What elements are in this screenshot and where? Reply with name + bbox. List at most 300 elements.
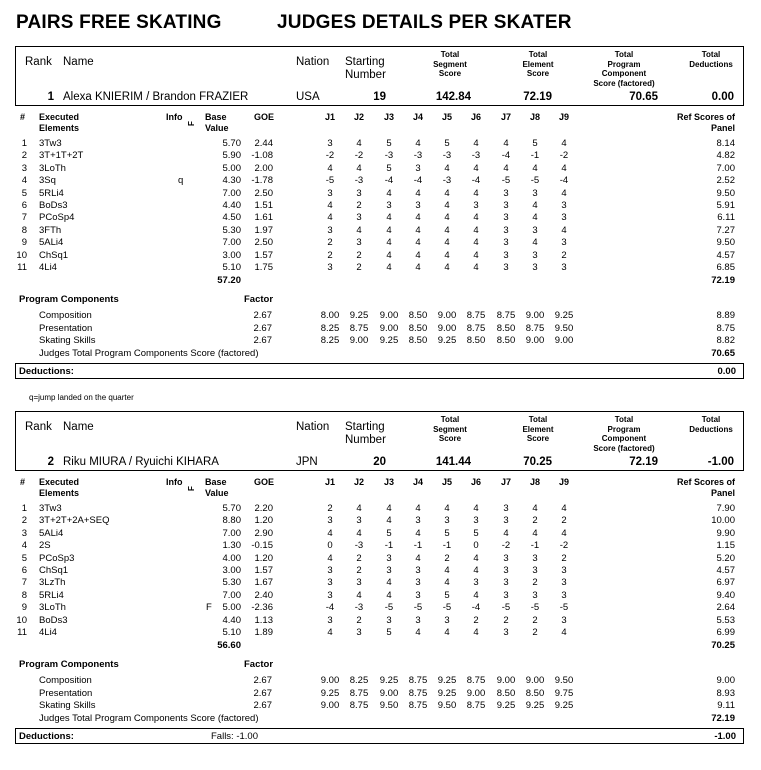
pc-factor: 2.67 <box>253 310 272 322</box>
element-row <box>15 188 744 200</box>
element-no: 1 <box>21 503 27 514</box>
element-no: 4 <box>21 540 27 552</box>
element-judge-4: 4 <box>415 212 421 224</box>
element-judge-8: -5 <box>530 175 540 187</box>
element-panel-score: 9.90 <box>716 527 735 539</box>
element-judge-8: 2 <box>532 627 538 638</box>
element-judge-1: 2 <box>327 249 333 261</box>
tss-header-line: Segment <box>433 424 467 434</box>
element-judge-5: 3 <box>444 614 450 626</box>
pc-judge-1: 9.00 <box>320 700 340 712</box>
element-judge-7: 3 <box>503 503 509 514</box>
col-judge-1: J1 <box>324 112 335 122</box>
element-judge-5: 4 <box>444 200 450 211</box>
element-judge-6: 4 <box>473 627 479 638</box>
element-goe: -1.78 <box>251 175 273 187</box>
element-judge-5: 5 <box>444 589 450 601</box>
element-judge-1: 3 <box>327 138 333 149</box>
element-no: 3 <box>21 162 27 174</box>
elements-score-total: 70.25 <box>711 640 735 652</box>
element-base: 4.00 <box>222 552 241 564</box>
element-goe: 1.97 <box>254 224 273 236</box>
element-panel-score: 6.11 <box>717 212 735 224</box>
element-base: 5.10 <box>222 262 241 273</box>
element-judge-1: 3 <box>327 589 333 601</box>
pcs-value: 70.65 <box>629 91 658 103</box>
tes-header-line: Element <box>522 424 554 434</box>
element-judge-7: 3 <box>503 200 509 211</box>
element-goe: 1.75 <box>254 262 273 273</box>
element-judge-4: 3 <box>415 614 421 626</box>
element-judge-6: 4 <box>473 262 479 273</box>
element-row <box>15 577 744 589</box>
pc-judge-9: 9.00 <box>554 335 574 347</box>
element-judge-2: 3 <box>356 237 362 249</box>
tes-header-line: Total <box>528 50 548 59</box>
element-row <box>15 225 744 237</box>
col-judge-9: J9 <box>558 477 569 487</box>
element-name: 5RLi4 <box>39 187 64 199</box>
pc-factor: 2.67 <box>253 335 272 347</box>
element-judge-1: 3 <box>327 565 333 576</box>
element-judge-7: 3 <box>503 262 509 273</box>
pc-total-value: 72.19 <box>711 712 735 724</box>
element-panel-score: 4.82 <box>716 150 735 162</box>
element-no: 8 <box>21 224 27 236</box>
element-panel-score: 7.00 <box>716 162 735 174</box>
pc-title: Program Components <box>19 294 119 306</box>
deductions-label: Deductions: <box>19 365 74 377</box>
element-judge-3: 5 <box>386 527 392 539</box>
element-judge-5: 4 <box>444 262 450 273</box>
deductions-box <box>15 728 744 744</box>
element-judge-3: 3 <box>386 614 392 626</box>
element-base: 7.00 <box>222 237 241 249</box>
element-judge-6: 4 <box>473 212 479 224</box>
element-base: 5.30 <box>222 577 241 589</box>
name-label: Name <box>63 421 94 433</box>
pc-judge-8: 9.00 <box>525 310 545 322</box>
element-judge-8: 4 <box>532 527 538 539</box>
element-judge-5: 4 <box>444 627 450 638</box>
tes-value: 72.19 <box>523 91 552 103</box>
element-panel-score: 7.90 <box>716 503 735 514</box>
element-judge-2: 4 <box>356 224 362 236</box>
element-no: 2 <box>21 515 27 527</box>
element-judge-8: 4 <box>532 237 538 249</box>
element-judge-5: 5 <box>444 527 450 539</box>
starting-label: Starting <box>345 56 385 68</box>
rank-value: 1 <box>47 91 54 103</box>
element-judge-5: 4 <box>444 565 450 576</box>
element-row <box>15 150 744 162</box>
element-judge-7: 3 <box>503 552 509 564</box>
element-judge-2: 2 <box>356 200 362 211</box>
pc-row <box>15 700 744 712</box>
element-panel-score: 5.91 <box>716 200 735 211</box>
pc-factor: 2.67 <box>253 322 272 334</box>
element-judge-4: 3 <box>415 565 421 576</box>
pc-judge-6: 8.75 <box>466 700 486 712</box>
element-base: 7.00 <box>222 527 241 539</box>
deductions-detail: Falls: -1.00 <box>211 730 258 742</box>
pcs-header-line: Component <box>601 434 647 443</box>
element-judge-2: 3 <box>356 515 362 527</box>
element-judge-9: 2 <box>561 249 567 261</box>
element-no: 7 <box>21 212 27 224</box>
pc-row <box>15 310 744 322</box>
element-judge-5: 4 <box>444 249 450 261</box>
element-judge-7: 3 <box>503 589 509 601</box>
element-judge-6: 4 <box>473 552 479 564</box>
tss-header <box>418 50 482 79</box>
number-label: Number <box>345 69 386 81</box>
element-judge-6: 3 <box>473 200 479 211</box>
col-base-2: Value <box>205 488 229 498</box>
tes-header-line: Element <box>522 59 554 69</box>
element-judge-9: 3 <box>561 577 567 589</box>
element-no: 5 <box>21 552 27 564</box>
element-no: 10 <box>16 249 27 261</box>
element-judge-7: 4 <box>503 138 509 149</box>
element-judge-1: 2 <box>327 237 333 249</box>
element-judge-1: -5 <box>325 175 335 187</box>
element-name: 3LoTh <box>39 602 66 614</box>
ded-value: -1.00 <box>707 456 734 468</box>
elements-header <box>15 477 744 501</box>
pc-factor: 2.67 <box>253 687 272 699</box>
element-judge-1: 3 <box>327 614 333 626</box>
element-judge-9: -2 <box>559 150 569 162</box>
element-judge-8: 3 <box>532 249 538 261</box>
col-ref-a: Ref <box>676 112 692 122</box>
element-no: 7 <box>21 577 27 589</box>
element-judge-7: 3 <box>503 515 509 527</box>
element-name: 3LoTh <box>39 162 66 174</box>
element-row <box>15 540 744 552</box>
element-name: 3Tw3 <box>39 138 62 149</box>
pc-judge-7: 9.25 <box>496 700 516 712</box>
element-judge-5: 2 <box>444 552 450 564</box>
element-judge-1: 4 <box>327 200 333 211</box>
element-goe: -0.15 <box>251 540 273 552</box>
element-judge-1: 4 <box>327 527 333 539</box>
element-name: 4Li4 <box>39 627 57 638</box>
start-number: 20 <box>373 456 386 468</box>
element-judge-2: 4 <box>356 589 362 601</box>
element-panel-score: 6.99 <box>716 627 735 638</box>
element-judge-9: 3 <box>561 212 567 224</box>
pc-factor: 2.67 <box>253 700 272 712</box>
element-name: 5ALi4 <box>39 527 64 539</box>
col-goe: GOE <box>254 477 275 487</box>
element-judge-4: 4 <box>415 552 421 564</box>
element-goe: 2.90 <box>254 527 273 539</box>
element-judge-2: -3 <box>354 540 364 552</box>
tes-header <box>506 50 570 79</box>
element-base: 3.00 <box>222 249 241 261</box>
element-judge-1: 4 <box>327 552 333 564</box>
element-judge-8: 3 <box>532 589 538 601</box>
element-judge-9: 3 <box>561 614 567 626</box>
skater-name: Riku MIURA / Ryuichi KIHARA <box>63 456 219 468</box>
rank-label: Rank <box>25 421 52 433</box>
element-judge-2: -3 <box>354 602 364 614</box>
pc-judge-1: 8.25 <box>320 335 340 347</box>
element-goe: 2.50 <box>254 187 273 199</box>
element-judge-3: 4 <box>386 237 392 249</box>
col-judge-3: J3 <box>383 112 394 122</box>
element-name: BoDs3 <box>39 200 68 211</box>
element-judge-6: 3 <box>473 577 479 589</box>
element-judge-1: 4 <box>327 212 333 224</box>
pcs-header-line: Component <box>601 69 647 78</box>
pc-judge-6: 8.75 <box>466 322 486 334</box>
elements-total-row <box>15 640 744 652</box>
tes-header-line: Total <box>528 415 548 424</box>
element-judge-4: -3 <box>413 150 423 162</box>
element-judge-7: -5 <box>501 602 511 614</box>
skater-header <box>15 46 744 106</box>
pc-judge-1: 9.00 <box>320 675 340 687</box>
element-judge-9: 3 <box>561 589 567 601</box>
element-panel-score: 8.14 <box>716 138 735 149</box>
pc-judge-1: 8.00 <box>320 310 340 322</box>
col-judge-8: J8 <box>529 477 540 487</box>
col-ref-b: Scores of <box>693 112 735 122</box>
page-title-right: JUDGES DETAILS PER SKATER <box>277 12 572 33</box>
element-judge-4: 3 <box>415 200 421 211</box>
element-no: 4 <box>21 175 27 187</box>
element-judge-4: 3 <box>415 162 421 174</box>
pc-judge-2: 9.25 <box>349 310 369 322</box>
col-ref-b: Scores of <box>693 477 735 487</box>
element-no: 8 <box>21 589 27 601</box>
element-judge-5: -5 <box>442 602 452 614</box>
pc-judge-9: 9.75 <box>554 687 574 699</box>
pc-judge-2: 8.25 <box>349 675 369 687</box>
element-judge-2: 2 <box>356 565 362 576</box>
pcs-header-line: Total <box>614 50 634 59</box>
element-goe: 1.61 <box>254 212 273 224</box>
element-judge-2: 2 <box>356 614 362 626</box>
pc-judge-2: 9.00 <box>349 335 369 347</box>
element-judge-8: 3 <box>532 565 538 576</box>
pc-judge-5: 9.00 <box>437 310 457 322</box>
skater-header <box>15 411 744 471</box>
element-judge-8: 2 <box>532 577 538 589</box>
element-name: ChSq1 <box>39 565 69 576</box>
element-base: 4.40 <box>222 200 241 211</box>
pc-judge-2: 8.75 <box>349 700 369 712</box>
pc-judge-4: 8.50 <box>408 322 428 334</box>
element-name: 5ALi4 <box>39 237 64 249</box>
element-no: 3 <box>21 527 27 539</box>
element-judge-6: 3 <box>473 515 479 527</box>
element-judge-3: 4 <box>386 577 392 589</box>
element-judge-4: 4 <box>415 627 421 638</box>
element-judge-3: 4 <box>386 224 392 236</box>
element-judge-7: 4 <box>503 527 509 539</box>
element-name: 3T+2T+2A+SEQ <box>39 515 110 527</box>
elements-header <box>15 112 744 136</box>
element-panel-score: 4.57 <box>716 249 735 261</box>
element-panel-score: 2.64 <box>716 602 735 614</box>
element-judge-6: -3 <box>471 150 481 162</box>
element-judge-1: 2 <box>327 503 333 514</box>
element-goe: 2.44 <box>254 138 273 149</box>
element-judge-3: -4 <box>384 175 394 187</box>
element-judge-7: 3 <box>503 577 509 589</box>
element-name: BoDs3 <box>39 614 68 626</box>
element-no: 6 <box>21 200 27 211</box>
element-judge-3: -3 <box>384 150 394 162</box>
element-judge-9: 2 <box>561 552 567 564</box>
pc-judge-4: 8.75 <box>408 687 428 699</box>
col-judge-8: J8 <box>529 112 540 122</box>
element-judge-4: 3 <box>415 577 421 589</box>
tes-header-line: Score <box>526 434 550 443</box>
element-judge-8: 4 <box>532 200 538 211</box>
pc-judge-5: 9.00 <box>437 322 457 334</box>
tss-value: 141.44 <box>435 456 471 468</box>
element-row <box>15 590 744 602</box>
ded-header <box>679 50 743 69</box>
pc-judge-8: 8.75 <box>525 322 545 334</box>
element-row <box>15 528 744 540</box>
element-goe: 1.89 <box>254 627 273 638</box>
element-no: 5 <box>21 187 27 199</box>
element-name: 3Tw3 <box>39 503 62 514</box>
element-base: 5.10 <box>222 627 241 638</box>
element-judge-5: -3 <box>442 150 452 162</box>
element-judge-9: 4 <box>561 224 567 236</box>
pc-name: Skating Skills <box>39 335 96 347</box>
element-panel-score: 1.15 <box>716 540 735 552</box>
col-judge-7: J7 <box>500 112 511 122</box>
element-judge-6: 4 <box>473 162 479 174</box>
pc-judge-1: 9.25 <box>320 687 340 699</box>
element-judge-9: 4 <box>561 527 567 539</box>
element-row <box>15 262 744 274</box>
element-judge-3: 3 <box>386 552 392 564</box>
element-judge-2: 4 <box>356 527 362 539</box>
element-row <box>15 237 744 249</box>
pc-judge-8: 9.00 <box>525 335 545 347</box>
pc-total-label: Judges Total Program Components Score (factored) <box>39 712 259 724</box>
pc-factor-label: Factor <box>244 294 274 306</box>
element-base: 5.90 <box>222 150 241 162</box>
element-judge-2: 4 <box>356 162 362 174</box>
element-judge-7: -4 <box>501 150 511 162</box>
element-base: 7.00 <box>222 589 241 601</box>
element-goe: 1.67 <box>254 577 273 589</box>
element-row <box>15 200 744 212</box>
col-judge-4: J4 <box>412 112 423 122</box>
pcs-header <box>584 50 664 88</box>
fall-column-icon: F <box>186 121 196 126</box>
tes-value: 70.25 <box>523 456 552 468</box>
element-judge-8: 2 <box>532 515 538 527</box>
element-judge-1: 3 <box>327 515 333 527</box>
skater-block <box>15 411 744 756</box>
pc-judge-3: 9.25 <box>379 335 399 347</box>
element-judge-1: 3 <box>327 577 333 589</box>
element-name: 2S <box>39 540 51 552</box>
element-judge-6: 4 <box>473 589 479 601</box>
element-judge-9: 3 <box>561 237 567 249</box>
element-judge-8: -1 <box>530 150 540 162</box>
element-name: 4Li4 <box>39 262 57 273</box>
pc-factor: 2.67 <box>253 675 272 687</box>
element-goe: 1.20 <box>254 552 273 564</box>
element-base: 5.00 <box>222 162 241 174</box>
element-judge-6: 4 <box>473 503 479 514</box>
col-judge-7: J7 <box>500 477 511 487</box>
element-goe: -2.36 <box>251 602 273 614</box>
pc-name: Skating Skills <box>39 700 96 712</box>
pc-judge-9: 9.25 <box>554 700 574 712</box>
element-judge-6: -4 <box>471 175 481 187</box>
element-judge-4: 3 <box>415 589 421 601</box>
element-judge-4: 3 <box>415 515 421 527</box>
element-panel-score: 9.50 <box>716 187 735 199</box>
pc-panel-score: 8.82 <box>716 335 735 347</box>
pc-panel-score: 8.93 <box>716 687 735 699</box>
tss-header-line: Total <box>440 415 460 424</box>
element-judge-7: 3 <box>503 237 509 249</box>
pc-judge-7: 8.50 <box>496 335 516 347</box>
element-judge-6: 4 <box>473 224 479 236</box>
element-judge-4: -5 <box>413 602 423 614</box>
deductions-box <box>15 363 744 379</box>
element-judge-5: 3 <box>444 515 450 527</box>
pc-judge-5: 9.50 <box>437 700 457 712</box>
pc-judge-3: 9.00 <box>379 322 399 334</box>
col-info: Info <box>166 112 183 122</box>
element-judge-9: 4 <box>561 138 567 149</box>
element-goe: 1.13 <box>254 614 273 626</box>
pc-panel-score: 8.89 <box>716 310 735 322</box>
element-no: 9 <box>21 237 27 249</box>
element-judge-9: 2 <box>561 515 567 527</box>
skater-block <box>15 46 744 402</box>
tes-header <box>506 415 570 444</box>
element-row <box>15 602 744 614</box>
pc-judge-6: 9.00 <box>466 687 486 699</box>
tss-header-line: Score <box>438 434 462 443</box>
element-panel-score: 2.52 <box>716 175 735 187</box>
col-ref-1 <box>655 112 735 123</box>
element-base: 7.00 <box>222 187 241 199</box>
pc-judge-4: 8.75 <box>408 675 428 687</box>
pcs-value: 72.19 <box>629 456 658 468</box>
col-judge-5: J5 <box>441 112 452 122</box>
col-judge-3: J3 <box>383 477 394 487</box>
deductions-label: Deductions: <box>19 730 74 742</box>
name-label: Name <box>63 56 94 68</box>
element-judge-2: -2 <box>354 150 364 162</box>
element-judge-9: 3 <box>561 565 567 576</box>
element-judge-8: -1 <box>530 540 540 552</box>
element-judge-6: 4 <box>473 565 479 576</box>
pc-panel-score: 8.75 <box>716 322 735 334</box>
element-goe: 1.57 <box>254 565 273 576</box>
element-no: 1 <box>21 138 27 149</box>
pc-judge-1: 8.25 <box>320 322 340 334</box>
element-row <box>15 553 744 565</box>
element-judge-5: -3 <box>442 175 452 187</box>
